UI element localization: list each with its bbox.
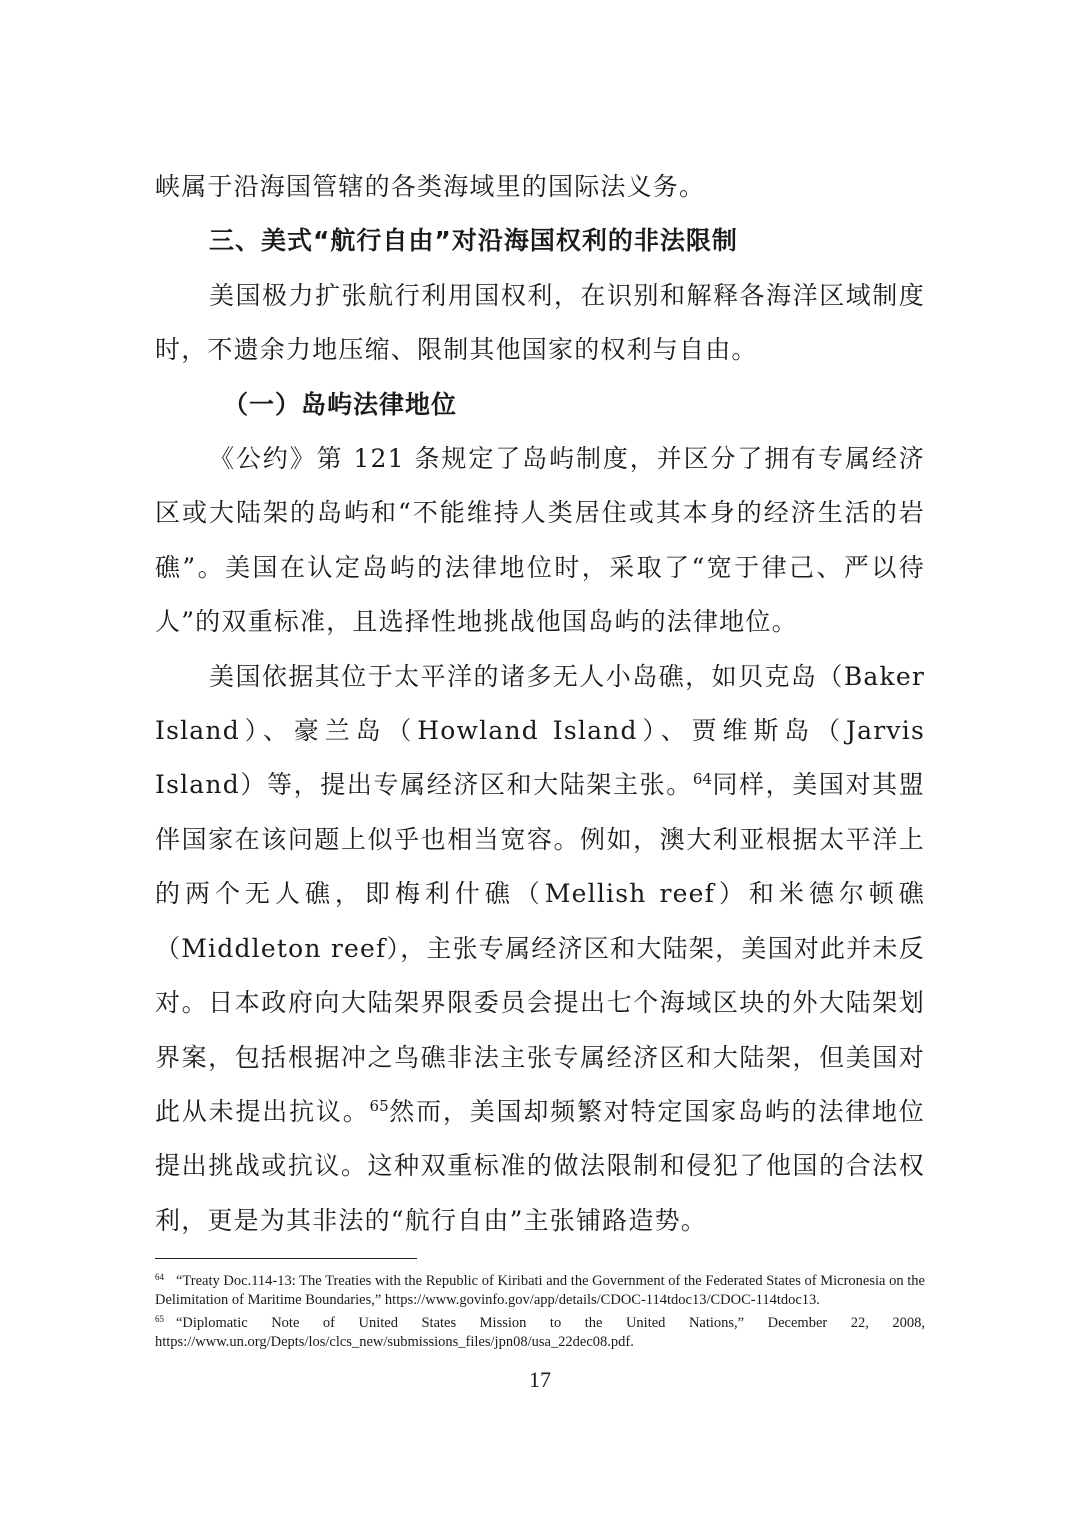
footnote-text: “Diplomatic Note of United States Mission to the United Nations,” December 22, 2008, https://www.un.org/Depts/los/clcs_new/submissions_files/jpn08/usa_22dec08.pdf.: [155, 1315, 925, 1350]
footnote-reference-65[interactable]: 65: [369, 1096, 389, 1115]
footnote-mark: 65: [155, 1314, 164, 1324]
section-heading: 三、美式“航行自由”对沿海国权利的非法限制: [209, 226, 738, 256]
paragraph-us-islands-part-1: 美国依据其位于太平洋的诸多无人小岛礁，如贝克岛（Baker Island）、豪兰岛（Howland Island）、贾维斯岛（Jarvis Island）等，提出专属经济区和大陆架主张。: [155, 661, 925, 800]
paragraph-continuation: 峡属于沿海国管辖的各类海域里的国际法义务。: [155, 172, 706, 201]
paragraph-convention: 《公约》第 121 条规定了岛屿制度，并区分了拥有专属经济区或大陆架的岛屿和“不能维持人类居住或其本身的经济生活的岩礁”。美国在认定岛屿的法律地位时，采取了“宽于律己、严以待人”的双重标准，且选择性地挑战他国岛屿的法律地位。: [155, 444, 925, 637]
footnotes: [155, 1268, 925, 1352]
footnote-text: “Treaty Doc.114-13: The Treaties with the Republic of Kiribati and the Government of the Federated States of Micronesia on the Delimitation of Maritime Boundaries,” https://www.govinfo.gov/app/details/CDOC-114tdoc13/CDOC-114tdoc13.: [155, 1273, 925, 1308]
paragraph-intro: 美国极力扩张航行利用国权利，在识别和解释各海洋区域制度时，不遗余力地压缩、限制其他国家的权利与自由。: [155, 280, 925, 365]
body-text: [155, 160, 925, 1248]
subsection-heading: （一）岛屿法律地位: [223, 389, 458, 419]
paragraph-us-islands-part-3: 然而，美国却频繁对特定国家岛屿的法律地位提出挑战或抗议。这种双重标准的做法限制和侵犯了他国的合法权利，更是为其非法的“航行自由”主张铺路造势。: [155, 1096, 925, 1235]
paragraph-us-islands-part-2: 同样，美国对其盟伴国家在该问题上似乎也相当宽容。例如，澳大利亚根据太平洋上的两个无人礁，即梅利什礁（Mellish reef）和米德尔顿礁（Middleton reef），主张专属经济区和大陆架，美国对此并未反对。日本政府向大陆架界限委员会提出七个海域区块的外大陆架划界案，包括根据冲之鸟礁非法主张专属经济区和大陆架，但美国对此从未提出抗议。: [155, 770, 925, 1126]
footnote-65: [155, 1310, 925, 1352]
footnote-mark: 64: [155, 1272, 164, 1282]
page-number: 17: [529, 1367, 551, 1392]
footnote-divider: [155, 1258, 417, 1259]
paragraph-us-islands: [155, 650, 925, 1248]
footnote-64: [155, 1268, 925, 1310]
footnote-reference-64[interactable]: 64: [692, 770, 713, 789]
